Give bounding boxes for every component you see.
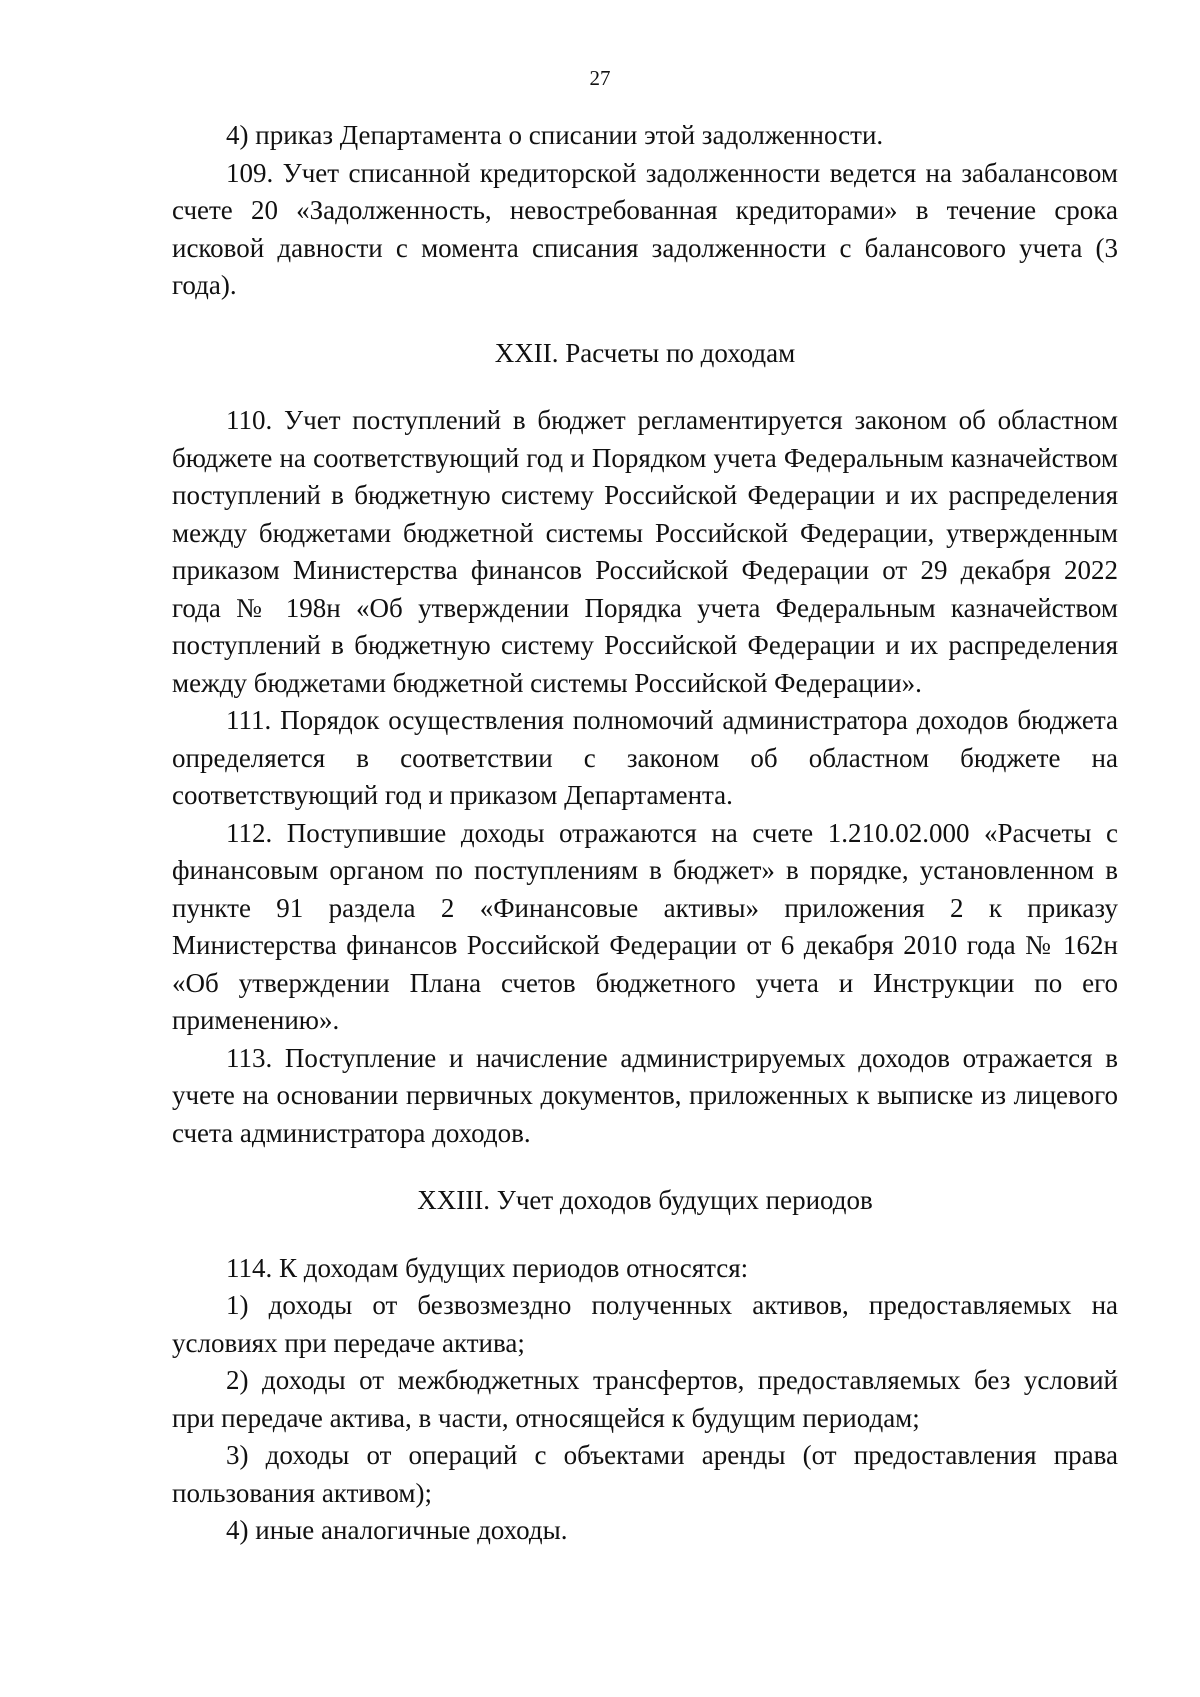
paragraph-112: 112. Поступившие доходы отражаются на счете 1.210.02.000 «Расчеты с финансовым органом по поступлениям в бюджет» в порядке, установленном в пункте 91 раздела 2 «Финансовые активы» приложения 2 к приказу Министерства финансов Российской Федерации от 6 декабря 2010 года № 162н «Об утверждении Плана счетов бюджетного учета и Инструкции по его применению».	[172, 817, 1118, 1035]
paragraph-113: 113. Поступление и начисление администрируемых доходов отражается в учете на основании первичных документов, приложенных к выписке из лицевого счета администратора доходов.	[172, 1042, 1118, 1148]
list-item: 1) доходы от безвозмездно полученных активов, предоставляемых на условиях при передаче актива;	[172, 1290, 1118, 1358]
list-item: 4) иные аналогичные доходы.	[226, 1515, 568, 1545]
paragraph-109: 109. Учет списанной кредиторской задолженности ведется на забалансовом счете 20 «Задолженность, невостребованная кредиторами» в течение срока исковой давности с момента списания задолженности с балансового учета (3 года).	[172, 157, 1118, 300]
section-heading-xxii: XXII. Расчеты по доходам	[494, 337, 796, 368]
section-heading-xxiii: XXIII. Учет доходов будущих периодов	[417, 1185, 873, 1215]
page-number: 27	[589, 66, 611, 90]
paragraph-110: 110. Учет поступлений в бюджет регламентируется законом об областном бюджете на соответствующий год и Порядком учета Федеральным казначейством поступлений в бюджетную систему Российской Федерации и их распределения между бюджетами бюджетной системы Российской Федерации, утвержденным приказом Министерства финансов Российской Федерации от 29 декабря 2022 года № 198н «Об утверждении Порядка учета Федеральным казначейством поступлений в бюджетную систему Российской Федерации и их распределения между бюджетами бюджетной системы Российской Федерации».	[172, 405, 1118, 698]
document-body	[172, 117, 1118, 1550]
paragraph-114: 114. К доходам будущих периодов относятся:	[226, 1252, 749, 1283]
list-item: 3) доходы от операций с объектами аренды (от предоставления права пользования активом);	[172, 1440, 1118, 1508]
paragraph: 4) приказ Департамента о списании этой задолженности.	[226, 120, 884, 150]
paragraph-111: 111. Порядок осуществления полномочий администратора доходов бюджета определяется в соответствии с законом об областном бюджете на соответствующий год и приказом Департамента.	[172, 705, 1118, 810]
list-item: 2) доходы от межбюджетных трансфертов, предоставляемых без условий при передаче актива, в части, относящейся к будущим периодам;	[172, 1365, 1118, 1433]
